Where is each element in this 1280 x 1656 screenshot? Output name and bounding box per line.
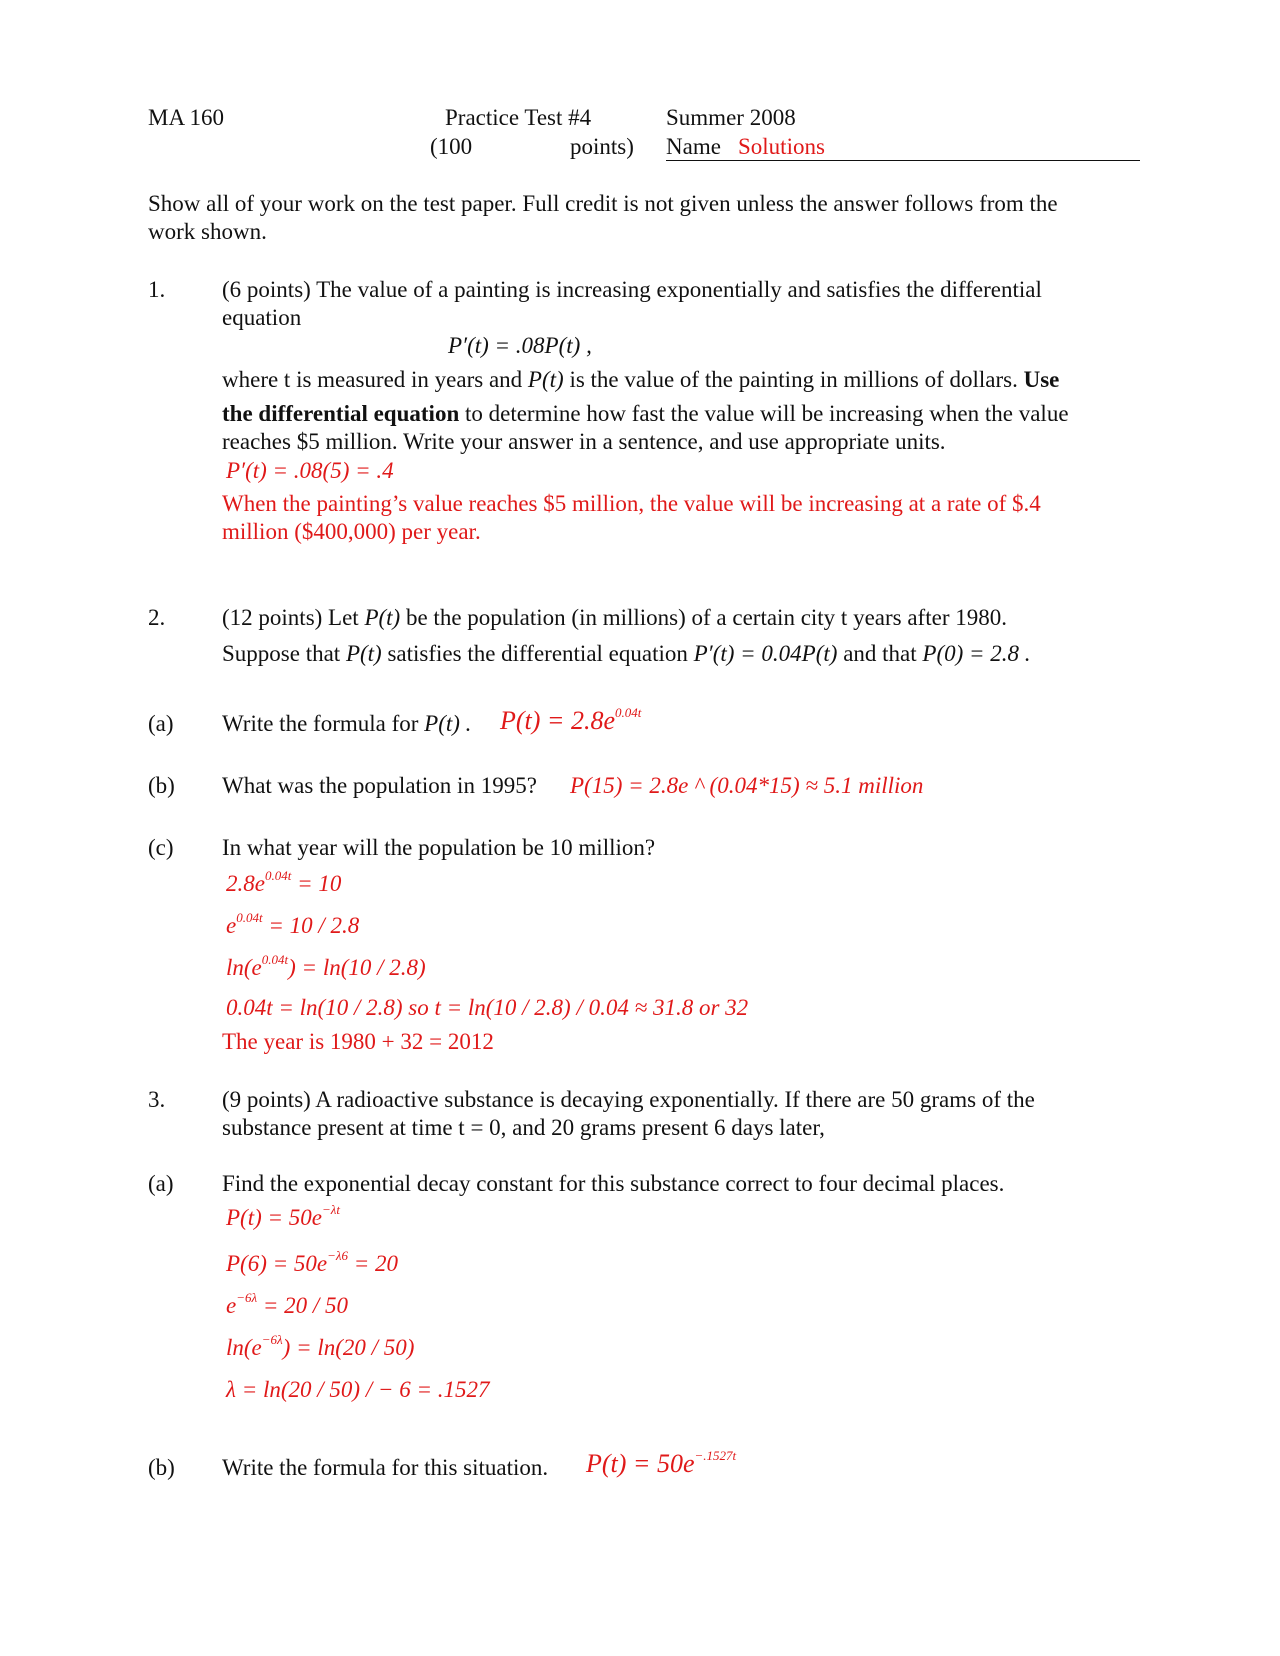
q3a-step3: $e^{-6\lambda} = 20 / 50$ (226, 1290, 349, 1318)
q3a-step4: $\ln(e^{-6\lambda}) = \ln(20 / 50)$ (226, 1332, 415, 1360)
q2a-label: (a) (148, 711, 174, 736)
q1-equation: P′(t) = .08P(t) , (448, 333, 592, 358)
q1-line3: where t is measured in years and P(t) is the value of the painting in millions of dollars. Use (222, 367, 1060, 392)
q2c-step1: $2.8e^{0.04t} = 10$ (226, 868, 342, 896)
q1-line2: equation (222, 305, 302, 330)
instructions-line2: work shown. (148, 219, 267, 244)
q1-line1: (6 points) The value of a painting is increasing exponentially and satisfies the differential (222, 277, 1042, 302)
q2c-step4: 0.04t = ln(10 / 2.8) so t = ln(10 / 2.8) / 0.04 ≈ 31.8 or 32 (226, 995, 749, 1020)
q1-solution-line2: million ($400,000) per year. (222, 519, 481, 544)
q2b-question: What was the population in 1995? (222, 773, 537, 798)
points-close: points) (570, 134, 634, 159)
q3-line2: substance present at time t = 0, and 20 grams present 6 days later, (222, 1115, 825, 1140)
points-open: (100 (430, 134, 473, 159)
course-code: MA 160 (148, 105, 225, 130)
q2-line2: Suppose that P(t) satisfies the differential equation P′(t) = 0.04P(t) and that P(0) = 2.8 . (222, 641, 1031, 666)
q2c-answer: The year is 1980 + 32 = 2012 (222, 1029, 494, 1054)
q2-line1: (12 points) Let P(t) be the population (in millions) of a certain city t years after 1980. (222, 605, 1007, 630)
name-label: Name (666, 134, 721, 159)
q2c-step2: $e^{0.04t} = 10 / 2.8$ (226, 910, 360, 938)
q3b-solution: $P(t) = 50e^{-.1527t}$ (586, 1448, 737, 1478)
q3a-label: (a) (148, 1171, 174, 1196)
test-title: Practice Test #4 (445, 105, 592, 130)
q3a-step2: $P(6) = 50e^{-\lambda 6} = 20$ (226, 1248, 399, 1276)
q2-number: 2. (148, 605, 166, 630)
instructions-line1: Show all of your work on the test paper. Full credit is not given unless the answer follows from the (148, 191, 1058, 216)
q2a-solution: $P(t) = 2.8e^{0.04t}$ (500, 705, 642, 735)
q1-line5: reaches $5 million. Write your answer in a sentence, and use appropriate units. (222, 429, 946, 454)
q2a-question: Write the formula for P(t) . (222, 711, 472, 736)
q1-solution-line1: When the painting’s value reaches $5 million, the value will be increasing at a rate of $.4 (222, 491, 1041, 516)
term: Summer 2008 (666, 105, 796, 130)
q1-line4: the differential equation to determine how fast the value will be increasing when the value (222, 401, 1069, 426)
q2c-step3: $\ln(e^{0.04t}) = \ln(10 / 2.8)$ (226, 952, 426, 980)
q1-solution-equation: P′(t) = .08(5) = .4 (226, 458, 394, 483)
q3b-label: (b) (148, 1455, 175, 1480)
q3a-step1: $P(t) = 50e^{-\lambda t}$ (226, 1202, 341, 1230)
q3a-question: Find the exponential decay constant for this substance correct to four decimal places. (222, 1171, 1005, 1196)
name-underline (666, 160, 1140, 161)
q2c-label: (c) (148, 835, 174, 860)
q2b-solution: P(15) = 2.8e ^ (0.04*15) ≈ 5.1 million (570, 773, 924, 798)
q1-number: 1. (148, 277, 166, 302)
q3a-step5: λ = ln(20 / 50) / − 6 = .1527 (226, 1377, 490, 1402)
name-value: Solutions (738, 134, 825, 159)
q2c-question: In what year will the population be 10 million? (222, 835, 656, 860)
q3b-question: Write the formula for this situation. (222, 1455, 549, 1480)
q2b-label: (b) (148, 773, 175, 798)
q3-number: 3. (148, 1087, 166, 1112)
q3-line1: (9 points) A radioactive substance is decaying exponentially. If there are 50 grams of the (222, 1087, 1035, 1112)
